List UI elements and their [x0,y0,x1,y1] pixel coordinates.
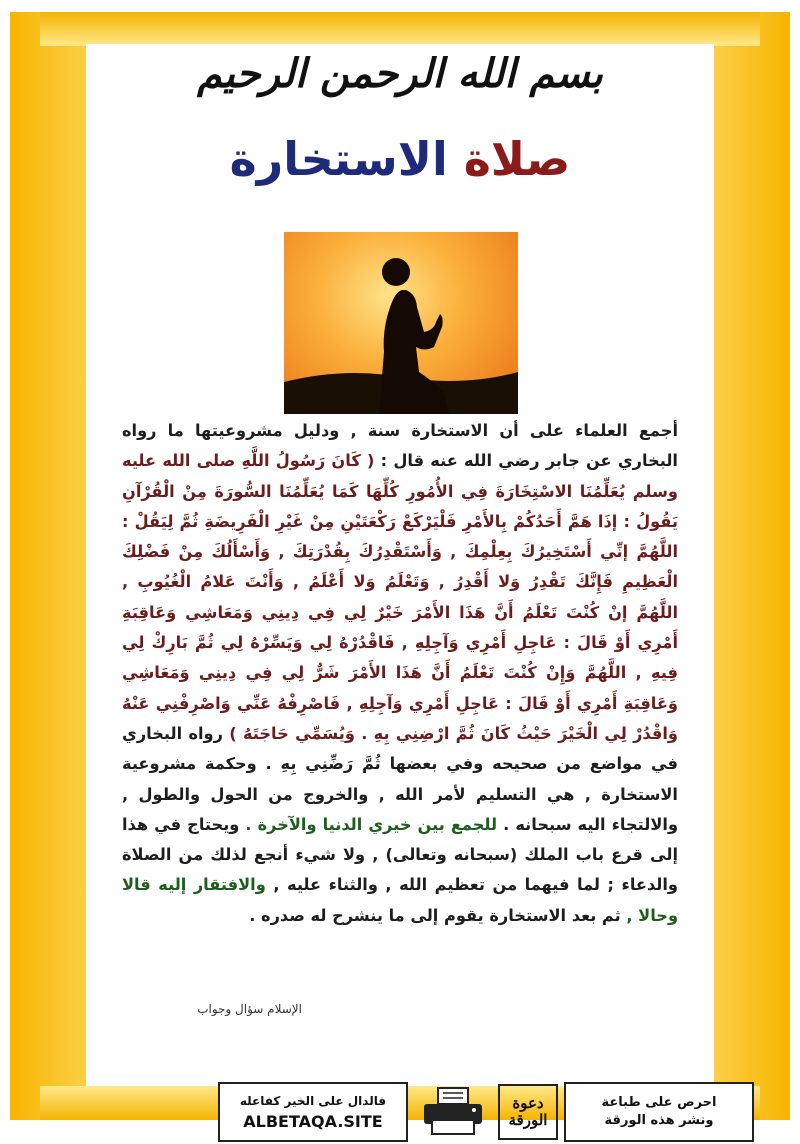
footer-print-line1: احرص على طباعة [601,1095,717,1110]
body-segment: هي التسليم لأمر الله , والخروج من الحول والطول , والالتجاء اليه سبحانه . [122,784,679,834]
body-segment: ثم بعد الاستخارة يقوم إلى ما ينشرح له صدره . [249,905,621,925]
footer-slogan: فالدال على الخير كفاعله [239,1093,387,1108]
source-credit: الإسلام سؤال وجواب [197,1002,302,1016]
footer-print-box [564,1082,754,1142]
body-segment: رواه البخاري في مواضع من صحيحه وفي بعضها ثُمَّ رَضِّنِي بِهِ . [122,723,678,774]
body-segment: والافتقار إليه قالا وحالا , [122,875,678,925]
footer-bar [218,1082,754,1144]
gold-frame-top-bar [40,12,760,46]
footer-site-link[interactable]: ALBETAQA.SITE [243,1111,383,1131]
istikhara-body-text [122,416,678,931]
content-panel [86,44,717,1131]
body-segment: أجمع العلماء على أن الاستخارة سنة , ودليل مشروعيتها ما رواه البخاري عن جابر رضي الله عنه قال : [122,421,678,471]
body-segment: ويحتاج في هذا إلى قرع باب الملك (سبحانه وتعالى) , ولا شيء أنجع لذلك من الصلاة والدعاء ; لما فيهما من تعظيم الله , والثناء عليه , [122,814,678,895]
printer-icon [418,1086,488,1138]
body-segment: ( كَانَ رَسُولُ اللَّهِ صلى الله عليه وسلم يُعَلِّمُنَا الاسْتِخَارَةَ فِي الأُمُورِ كُلِّهَا كَمَا يُعَلِّمُنَا السُّورَةَ مِنْ الْقُرْآنِ يَقُولُ : إذَا هَمَّ أَحَدُكُمْ بِالأَمْرِ فَلْيَرْكَعْ رَكْعَتَيْنِ مِنْ غَيْرِ الْفَرِيضَةِ ثُمَّ لِيَقُلْ : اللَّهُمَّ إنِّي أَسْتَخِيرُكَ بِعِلْمِكَ , وَأَسْتَقْدِرُكَ بِقُدْرَتِكَ , وَأَسْأَلُكَ مِنْ فَضْلِكَ الْعَظِيمِ فَإِنَّكَ تَقْدِرُ وَلا أَقْدِرُ , وَتَعْلَمُ وَلا أَعْلَمُ , وَأَنْتَ عَلامُ الْغُيُوبِ , اللَّهُمَّ إنْ كُنْتَ تَعْلَمُ أَنَّ هَذَا الأَمْرَ خَيْرٌ لِي فِي دِينِي وَمَعَاشِي وَعَاقِبَةِ أَمْرِي أَوْ قَالَ : عَاجِلِ أَمْرِي وَآجِلِهِ , فَاقْدُرْهُ لِي وَيَسِّرْهُ لِي ثُمَّ بَارِكْ لِي فِيهِ , اللَّهُمَّ وَإِنْ كُنْتَ تَعْلَمُ أَنَّ هَذَا الأَمْرَ شَرٌّ لِي فِي دِينِي وَمَعَاشِي وَعَاقِبَةِ أَمْرِي أَوْ قَالَ : عَاجِلِ أَمْرِي وَآجِلِهِ , فَاصْرِفْهُ عَنِّي وَاصْرِفْنِي عَنْهُ وَاقْدُرْ لِي الْخَيْرَ حَيْثُ كَانَ ثُمَّ ارْضِنِي بِهِ . وَيُسَمِّي حَاجَتَهُ ) [122,451,678,743]
page-title [86,132,714,186]
title-word-salat: صلاة [463,132,571,186]
footer-site-box [218,1082,408,1142]
basmala-calligraphy: بسم الله الرحمن الرحيم [197,50,603,97]
dawat-alwaraqa-logo: دعوة الورقة [498,1084,558,1140]
praying-person-photo [284,232,518,414]
title-word-istikhara: الاستخارة [229,132,448,186]
body-segment: وحكمة مشروعية الاستخارة , [122,754,678,804]
footer-print-line2: ونشر هذه الورقة [604,1113,714,1128]
body-segment: للجمع بين خيري الدنيا والآخرة . [239,814,498,834]
praying-person-silhouette-icon [284,232,518,414]
